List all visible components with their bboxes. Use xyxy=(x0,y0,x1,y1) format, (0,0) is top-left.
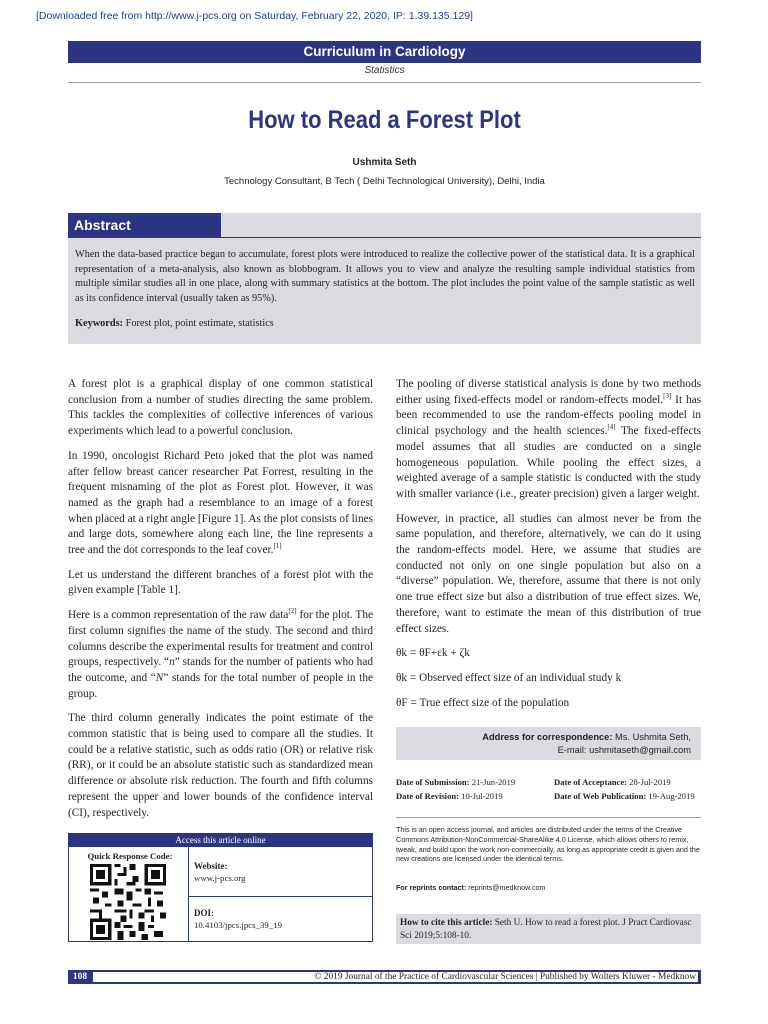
reprints-contact xyxy=(396,883,701,892)
right-column xyxy=(396,377,701,720)
acceptance-label: Date of Acceptance: xyxy=(554,777,628,787)
citation-box xyxy=(396,914,701,944)
journal-banner: Curriculum in Cardiology xyxy=(68,41,701,63)
web-publication-date: 19-Aug-2019 xyxy=(646,791,695,801)
revision-date: 10-Jul-2019 xyxy=(459,791,503,801)
paragraph: A forest plot is a graphical display of one common statistical conclusion from a number of studies directing the same problem. This tackles the complexities of collective inferences of various experiments which lead to a powerful conclusion. xyxy=(68,378,373,438)
page-number: 108 xyxy=(72,972,88,982)
paragraph-text: The fixed-effects model assumes that all studies are conducted on a single homogeneous population. While pooling the effect sizes, a weighted average of a sample statistic is conducted with the study with smaller variance (i.e., greater precision) given a larger weight. xyxy=(396,425,701,500)
submission-label: Date of Submission: xyxy=(396,777,470,787)
citation-ref[interactable]: [1] xyxy=(273,542,282,551)
header-rule xyxy=(68,82,701,83)
section-label: Statistics xyxy=(364,65,405,76)
citation-ref[interactable]: [2] xyxy=(288,607,297,616)
abstract-text: When the data-based practice began to accumulate, forest plots were introduced to realize the collective power of the statistical data. It is a graphical representation of a meta-analysis, also known as blobbogram. It allows you to view and analyze the resulting sample individual statistics from multiple similar studies all in one place, along with summary statistics at the bottom. The plot includes the point value of the sample statistic as well as its confidence interval (usually taken as 95%). xyxy=(75,249,695,304)
paragraph: Let us understand the different branches of a forest plot with the given example [Table 1]. xyxy=(68,568,373,597)
keywords xyxy=(75,318,695,329)
qr-label: Quick Response Code: xyxy=(87,851,173,861)
paragraph-text: In 1990, oncologist Richard Peto joked that the plot was named after fellow breast cancer researcher Pat Forrest, resulting in the frequent misnaming of the plot as Forest plot. However, it was named as the graph had a resemblance to an image of a forest when placed at a right angle [Figure 1]. As the plot consists of lines and large dots, somewhere along each line, the line represents a tree and the dot corresponds to the leaf cover. xyxy=(68,449,373,557)
web-publication-label: Date of Web Publication: xyxy=(554,791,647,801)
reprints-email[interactable]: reprints@medknow.com xyxy=(466,883,546,892)
correspondence-email[interactable]: E-mail: ushmitaseth@gmail.com xyxy=(557,745,691,755)
keywords-value: Forest plot, point estimate, statistics xyxy=(125,318,274,329)
paragraph-text: ” stands for the total number of people in the group. xyxy=(68,671,373,700)
paragraph xyxy=(68,608,373,702)
license-rule xyxy=(396,817,701,818)
paragraph-text: It has been recommended to use the random-effects pooling model in clinical psychology and the health sciences. xyxy=(396,393,702,438)
website-label: Website: xyxy=(194,861,228,871)
article-title: How to Read a Forest Plot xyxy=(248,106,521,134)
cite-text: Seth U. How to read a forest plot. J Pract Cardiovasc Sci 2019;5:108-10. xyxy=(400,918,692,941)
license-text: This is an open access journal, and articles are distributed under the terms of the Creative Commons Attribution-NonCommercial-ShareAlike 4.0 License, which allows others to remix, tweak, and build upon the work non-commercially, as long as appropriate credit is given and the new creations are licensed under the identical terms. xyxy=(396,825,700,864)
footer-copyright: © 2019 Journal of the Practice of Cardiovascular Sciences | Published by Wolters Kluwer - Medknow xyxy=(314,972,696,982)
left-column xyxy=(68,377,373,830)
author-affiliation: Technology Consultant, B Tech ( Delhi Technological University), Delhi, India xyxy=(224,176,545,187)
paragraph-text: The pooling of diverse statistical analysis is done by two methods either using fixed-effects model or random-effects model. xyxy=(396,378,701,406)
paragraph-text: Here is a common representation of the raw data xyxy=(68,609,289,622)
website-link[interactable]: www.j-pcs.org xyxy=(194,873,246,883)
cite-label: How to cite this article: xyxy=(400,918,493,928)
revision-label: Date of Revision: xyxy=(396,791,460,801)
equation-definition: θk = Observed effect size of an individual study k xyxy=(396,671,622,684)
symbol-N: N xyxy=(155,671,164,684)
keywords-label: Keywords: xyxy=(75,318,124,329)
access-divider xyxy=(188,847,189,942)
equation-definition: θF = True effect size of the population xyxy=(396,696,570,709)
paragraph-text: for the plot. The first column signifies the name of the study. The second and third columns describe the experimental results for treatment and control groups, respectively. “ xyxy=(68,609,373,669)
equation: θk = θF+εk + ζk xyxy=(396,647,470,660)
paragraph-text: ” stands for the number of patients who had the outcome, and “ xyxy=(68,656,373,684)
paragraph: The third column generally indicates the point estimate of the common statistic that is being used to compare all the studies. It could be a relative statistic, such as odds ratio (OR) or relative risk (RR), or it could be an absolute statistic such as standardized mean difference or absolute risk reduction. The fourth and fifth columns represent the upper and lower bounds of the confidence interval (CI), respectively. xyxy=(68,712,373,819)
qr-code-icon[interactable] xyxy=(90,864,166,940)
author-name: Ushmita Seth xyxy=(352,157,417,168)
download-notice: [Downloaded free from http://www.j-pcs.org on Saturday, February 22, 2020, IP: 1.39.135.129] xyxy=(36,10,473,22)
correspondence-label: Address for correspondence: xyxy=(482,732,613,742)
citation-ref[interactable]: [3] xyxy=(663,391,672,400)
paragraph xyxy=(68,449,373,559)
paragraph xyxy=(396,377,701,503)
citation-ref[interactable]: [4] xyxy=(607,423,616,432)
correspondence-name: Ms. Ushmita Seth, xyxy=(612,732,691,742)
dates-block xyxy=(396,775,701,803)
correspondence-box xyxy=(396,727,701,760)
doi-label: DOI: xyxy=(194,908,214,918)
symbol-n: n xyxy=(169,656,175,669)
abstract-divider xyxy=(68,237,701,238)
paragraph: However, in practice, all studies can almost never be from the same population, and therefore, alternatively, we can do it using the random-effects model. Here, we assume that studies are conducted not only on one single population but also on a “diverse” population. We, therefore, assume that there is not only one true effect size but also a distribution of true effect sizes. We, therefore, want to estimate the mean of this distribution of true effect sizes. xyxy=(396,512,701,635)
acceptance-date: 28-Jul-2019 xyxy=(627,777,671,787)
abstract-heading: Abstract xyxy=(68,213,221,238)
access-heading: Access this article online xyxy=(68,833,373,847)
reprints-label: For reprints contact: xyxy=(396,883,467,892)
doi-link[interactable]: 10.4103/jpcs.jpcs_39_19 xyxy=(194,920,282,930)
access-divider xyxy=(188,896,373,897)
submission-date: 21-Jun-2019 xyxy=(469,777,516,787)
